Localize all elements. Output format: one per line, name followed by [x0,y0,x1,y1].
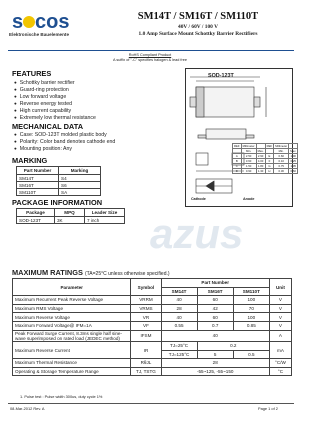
marking-table [16,166,101,196]
marking-cell: S4 [59,175,101,182]
ratings-parameter: Maximum Reverse Voltage [13,313,131,322]
ratings-row [13,296,292,305]
ratings-parameter: Maximum Reverse Current [13,341,131,358]
ratings-value: 60 [197,296,233,305]
dim-cell: Max. [257,149,264,153]
dim-cell: B [233,159,242,164]
marking-cell: SM14T [17,175,59,182]
ratings-row [13,367,292,376]
package-info-cell: 3K [55,217,85,224]
dim-cell: REF [234,144,240,148]
dim-cell: Max. [290,149,297,153]
features-heading: FEATURES [12,69,52,78]
package-info-table [16,208,125,224]
dim-cell: 0.60 [274,154,289,159]
dim-cell: 4.00 [257,159,264,163]
max-ratings-table [12,278,292,376]
dim-cell: 2.50 [241,154,256,159]
ratings-value: 70 [233,304,269,313]
dim-cell: A [233,154,242,159]
marking-cell: SM16T [17,182,59,189]
ratings-value: 100 [233,296,269,305]
ratings-header-unit: Unit [269,279,291,296]
product-header [100,11,296,37]
package-info-header-row [17,209,125,217]
anode-label: Anode [243,197,255,201]
dim-cell: F [265,159,274,164]
footer-date: 08-Mar-2012 Rev. A [10,406,45,411]
marking-cell: SM110T [17,189,59,196]
dim-cell: E [265,154,274,159]
ratings-row [13,341,292,350]
ratings-unit: V [269,313,291,322]
dim-cell: 0.25 [290,159,296,163]
dim-cell: Millimeter [242,144,255,148]
dim-cell: H [265,169,274,174]
ratings-row [13,359,292,368]
ratings-unit: A [269,330,291,341]
ratings-symbol: RθJL [131,359,161,368]
cathode-label: Cathode [191,197,206,201]
dim-cell: Min. [241,149,256,154]
svg-text:s: s [12,12,24,32]
dim-cell: 0.10 [274,159,289,164]
dim-cell: 1.05 [290,164,296,168]
dim-cell: Millimeter [275,144,288,148]
dimensions-table [232,143,298,174]
ratings-value: 40 [161,296,197,305]
ratings-symbol: TJ, TSTG [131,367,161,376]
ratings-header-part-number: Part Number [161,279,269,288]
dim-row [233,169,298,174]
package-info-cell: SOD-123T [17,217,55,224]
mechanical-item: ● Case: SOD-123T molded plastic body [14,132,115,139]
marking-row [17,182,101,189]
ratings-value: 40 [161,330,269,341]
ratings-value: 0.2 [197,341,269,350]
ratings-header-symbol: Symbol [131,279,161,296]
marking-row [17,175,101,182]
ratings-row [13,330,292,341]
dim-cell: D [233,169,242,174]
ratings-value: 0.7 [197,321,233,330]
dim-cell: 1.50 [241,164,256,169]
product-title: SM14T / SM16T / SM110T [137,11,259,22]
feature-item: ● Low forward voltage [14,94,96,101]
ratings-parameter: Maximum Recurrent Peak Reverse Voltage [13,296,131,305]
ratings-value: 28 [161,359,269,368]
dim-cell: G [265,164,274,169]
ratings-symbol: VRMS [131,304,161,313]
dim-cell: 0.60 [290,169,296,173]
package-info-heading: PACKAGE INFORMATION [12,198,103,207]
ratings-value: 5 [197,350,233,359]
mechanical-list [14,132,115,153]
max-ratings-heading [12,268,170,277]
ratings-unit: V [269,296,291,305]
feature-item: ● Guard-ring protection [14,87,96,94]
ratings-value: 0.85 [233,321,269,330]
suffix-note: A suffix of "-C" specifies halogen & lead free [113,58,187,62]
ratings-row [13,321,292,330]
mechanical-item: ● Mounting position: Any [14,146,115,153]
ratings-parameter: Peak Forward Surge Current, 8.3ms single half sine-wave superimposed on rated load (JEDEC method) [13,330,131,341]
dim-cell: 0.90 [241,169,256,174]
marking-heading: MARKING [12,156,48,165]
ratings-condition: TJ=25°C [161,341,197,350]
dim-cell: Min. [274,149,289,154]
feature-item: ● Schottky barrier rectifier [14,80,96,87]
product-description: 1.0 Amp Surface Mount Schottky Barrier Rectifiers [138,31,258,37]
dim-cell: 1.30 [257,169,264,173]
ratings-value: 100 [233,313,269,322]
feature-item: ● High current capability [14,108,96,115]
footer-page: Page 1 of 2 [258,406,278,411]
ratings-unit: mA [269,341,291,358]
package-box [185,68,293,207]
marking-cell: SA [59,189,101,196]
ratings-symbol: VRRM [131,296,161,305]
feature-item: ● Extremely low thermal resistance [14,115,96,122]
package-outline-drawing [186,69,294,208]
ratings-value: 40 [161,313,197,322]
ratings-part-header: SM16T [197,287,233,296]
product-voltages: 40V / 60V / 100 V [178,24,218,30]
marking-cell: S6 [59,182,101,189]
footer-rule [8,403,294,404]
dim-cell: 2.90 [257,154,264,158]
dim-cell: 0.30 [274,169,289,174]
secos-logo [12,12,72,32]
ratings-symbol: VF [131,321,161,330]
package-info-cell: 7 inch [85,217,125,224]
features-list [14,80,96,121]
ratings-header-parameter: Parameter [13,279,131,296]
dim-cell: C [233,164,242,169]
ratings-symbol: IFSM [131,330,161,341]
package-info-row [17,217,125,224]
dim-cell: 1.80 [257,164,264,168]
ratings-value: 0.55 [161,321,197,330]
marking-header: Part Number [17,167,59,175]
dim-cell: 3.60 [241,159,256,164]
ratings-row [13,304,292,313]
ratings-value: -55~125, -55~150 [161,367,269,376]
ratings-value: 42 [197,304,233,313]
ratings-symbol: VR [131,313,161,322]
ratings-unit: V [269,304,291,313]
marking-header-row [17,167,101,175]
dim-cell: REF [266,144,273,148]
ratings-condition: TJ=125°C [161,350,197,359]
footnote: 1. Pulse test : Pulse width 300us, duty cycle 1% [20,394,103,399]
ratings-row [13,313,292,322]
rohs-text: RoHS Compliant Product [128,53,172,57]
brand-subtitle: Elektronische Bauelemente [9,32,69,37]
ratings-unit: V [269,321,291,330]
package-info-header: Leader Size [85,209,125,217]
ratings-parameter: Operating & Storage Temperature Range [13,367,131,376]
marking-row [17,189,101,196]
ratings-part-header: SM110T [233,287,269,296]
ratings-parameter: Maximum Thermal Resistance [13,359,131,368]
package-info-header: MPQ [55,209,85,217]
watermark: azus [150,210,244,257]
max-ratings-title: MAXIMUM RATINGS [12,268,83,277]
ratings-unit: °C [269,367,291,376]
ratings-parameter: Maximum Forward Voltage@ IFM=1A [13,321,131,330]
package-label: SOD-123T [208,73,234,79]
ratings-part-header: SM14T [161,287,197,296]
mechanical-heading: MECHANICAL DATA [12,122,84,131]
header-rule [8,50,294,51]
ratings-unit: °C/W [269,359,291,368]
max-ratings-condition: (TA=25°C unless otherwise specified.) [84,271,170,277]
ratings-parameter: Maximum RMS Voltage [13,304,131,313]
ratings-symbol: IR [131,341,161,358]
svg-text:cos: cos [35,12,70,32]
dim-cell: 0.75 [274,164,289,169]
ratings-value: 28 [161,304,197,313]
ratings-header-row [13,279,292,288]
dim-cell: 1.00 [290,154,296,158]
ratings-value: 0.5 [233,350,269,359]
mechanical-item: ● Polarity: Color band denotes cathode end [14,139,115,146]
feature-item: ● Reverse energy tested [14,101,96,108]
package-info-header: Package [17,209,55,217]
ratings-value: 60 [197,313,233,322]
marking-header: Marking [59,167,101,175]
